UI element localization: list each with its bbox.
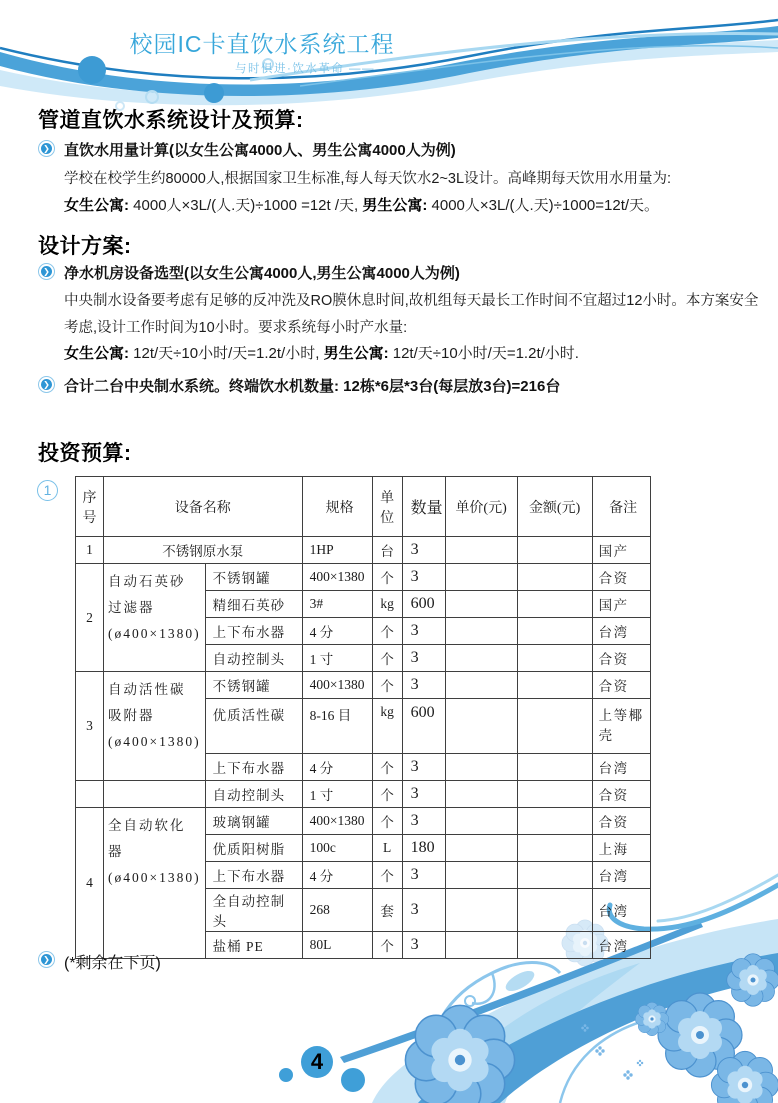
cell-price	[445, 672, 517, 699]
cell-note: 台湾	[592, 618, 650, 645]
cell-amount	[517, 862, 592, 889]
calc-line-capacity	[64, 342, 774, 363]
cell-spec: 8-16 目	[302, 699, 372, 754]
col-header-amount: 金额(元)	[517, 477, 592, 537]
cell-unit: 个	[372, 618, 402, 645]
cell-index: 3	[76, 672, 104, 781]
bullet-usage-calc	[38, 139, 748, 160]
cell-price	[445, 645, 517, 672]
cell-name: 自动控制头	[205, 781, 302, 808]
cell-note: 上等椰壳	[592, 699, 650, 754]
cell-price	[445, 564, 517, 591]
cell-amount	[517, 781, 592, 808]
table-row	[76, 808, 651, 835]
cell-amount	[517, 699, 592, 754]
cell-amount	[517, 932, 592, 959]
section-heading-budget-design: 管道直饮水系统设计及预算:	[38, 109, 304, 132]
cell-name: 精细石英砂	[205, 591, 302, 618]
page-dot-small	[279, 1068, 293, 1082]
cell-amount	[517, 618, 592, 645]
cell-note: 台湾	[592, 754, 650, 781]
cell-amount	[517, 808, 592, 835]
cell-group-name: 全自动软化器(ø400×1380)	[104, 808, 206, 959]
cell-note: 合资	[592, 645, 650, 672]
cell-qty: 3	[402, 808, 445, 835]
cell-qty: 3	[402, 781, 445, 808]
cell-spec: 4 分	[302, 754, 372, 781]
cell-price	[445, 537, 517, 564]
cell-group-name: 自动石英砂过滤器(ø400×1380)	[104, 564, 206, 672]
arrow-bullet-icon	[38, 376, 55, 393]
cell-spec: 400×1380	[302, 808, 372, 835]
cell-name: 上下布水器	[205, 754, 302, 781]
table-row	[76, 564, 651, 591]
cell-qty: 3	[402, 537, 445, 564]
chevron-right-icon: ❯	[41, 143, 52, 154]
cell-price	[445, 618, 517, 645]
cell-spec: 1 寸	[302, 781, 372, 808]
table-header-row	[76, 477, 651, 537]
cell-amount	[517, 754, 592, 781]
col-header-note: 备注	[592, 477, 650, 537]
cell-price	[445, 862, 517, 889]
cell-amount	[517, 889, 592, 932]
cell-name: 玻璃钢罐	[205, 808, 302, 835]
cell-index	[76, 781, 104, 808]
cell-group-name	[104, 781, 206, 808]
table-row	[76, 781, 651, 808]
bullet-equipment-select	[38, 262, 748, 283]
calc-line-usage	[64, 194, 774, 215]
bullet-continued-note	[38, 950, 438, 973]
cell-note: 台湾	[592, 932, 650, 959]
calc-value-girls: 12t/天÷10小时/天=1.2t/小时,	[129, 345, 324, 362]
cell-note: 台湾	[592, 889, 650, 932]
cell-qty: 3	[402, 754, 445, 781]
cell-name: 不锈钢原水泵	[104, 537, 303, 564]
cell-unit: 个	[372, 808, 402, 835]
cell-qty: 3	[402, 564, 445, 591]
col-header-index: 序号	[76, 477, 104, 537]
page-title: 校园IC卡直饮水系统工程	[129, 31, 395, 57]
cell-name: 优质活性碳	[205, 699, 302, 754]
cell-name: 自动控制头	[205, 645, 302, 672]
table-row	[76, 672, 651, 699]
section-heading-investment: 投资预算:	[38, 442, 132, 465]
cell-spec: 80L	[302, 932, 372, 959]
cell-spec: 4 分	[302, 862, 372, 889]
cell-note: 合资	[592, 564, 650, 591]
budget-table	[75, 476, 651, 959]
cell-unit: L	[372, 835, 402, 862]
cell-spec: 1 寸	[302, 645, 372, 672]
cell-amount	[517, 672, 592, 699]
cell-index: 4	[76, 808, 104, 959]
cell-qty: 600	[402, 591, 445, 618]
cell-note: 国产	[592, 537, 650, 564]
cell-price	[445, 835, 517, 862]
cell-qty: 180	[402, 835, 445, 862]
cell-spec: 1HP	[302, 537, 372, 564]
section-heading-design-plan: 设计方案:	[38, 235, 132, 258]
cell-qty: 3	[402, 932, 445, 959]
cell-amount	[517, 537, 592, 564]
cell-index: 2	[76, 564, 104, 672]
cell-index: 1	[76, 537, 104, 564]
arrow-bullet-icon	[38, 951, 55, 968]
page-dot-medium	[341, 1068, 365, 1092]
cell-unit: 个	[372, 932, 402, 959]
cell-price	[445, 808, 517, 835]
cell-unit: 套	[372, 889, 402, 932]
calc-label-boys: 男生公寓:	[323, 345, 389, 362]
cell-spec: 100c	[302, 835, 372, 862]
cell-unit: 个	[372, 754, 402, 781]
col-header-equipment: 设备名称	[104, 477, 303, 537]
col-header-spec: 规格	[302, 477, 372, 537]
page-subtitle: 与时俱进·饮水革命 ——	[234, 63, 376, 75]
cell-price	[445, 889, 517, 932]
cell-qty: 3	[402, 618, 445, 645]
cell-qty: 3	[402, 862, 445, 889]
cell-unit: kg	[372, 591, 402, 618]
cell-price	[445, 932, 517, 959]
cell-note: 国产	[592, 591, 650, 618]
bullet-text: 直饮水用量计算(以女生公寓4000人、男生公寓4000人为例)	[64, 142, 456, 159]
calc-value-girls: 4000人×3L/(人.天)÷1000 =12t /天,	[129, 197, 363, 214]
bullet-text: 合计二台中央制水系统。终端饮水机数量: 12栋*6层*3台(每层放3台)=216台	[64, 378, 561, 395]
chevron-right-icon: ❯	[41, 954, 52, 965]
cell-note: 合资	[592, 808, 650, 835]
cell-name: 优质阳树脂	[205, 835, 302, 862]
cell-unit: 个	[372, 564, 402, 591]
cell-note: 台湾	[592, 862, 650, 889]
cell-amount	[517, 591, 592, 618]
cell-unit: 个	[372, 781, 402, 808]
table-index-badge: 1	[37, 480, 58, 501]
cell-price	[445, 591, 517, 618]
cell-amount	[517, 645, 592, 672]
chevron-right-icon: ❯	[41, 379, 52, 390]
cell-spec: 3#	[302, 591, 372, 618]
cell-unit: 个	[372, 672, 402, 699]
calc-label-girls: 女生公寓:	[64, 197, 129, 214]
cell-qty: 3	[402, 672, 445, 699]
cell-note: 上海	[592, 835, 650, 862]
cell-spec: 400×1380	[302, 672, 372, 699]
cell-amount	[517, 564, 592, 591]
bullet-total-systems	[38, 375, 758, 396]
paragraph-usage: 学校在校学生约80000人,根据国家卫生标准,每人每天饮水2~3L设计。高峰期每天饮用水用量为:	[64, 171, 672, 187]
cell-name: 不锈钢罐	[205, 672, 302, 699]
col-header-unit: 单位	[372, 477, 402, 537]
cell-name: 全自动控制头	[205, 889, 302, 932]
cell-unit: 个	[372, 645, 402, 672]
table-row	[76, 537, 651, 564]
arrow-bullet-icon	[38, 140, 55, 157]
cell-qty: 3	[402, 645, 445, 672]
calc-label-girls: 女生公寓:	[64, 345, 129, 362]
cell-spec: 400×1380	[302, 564, 372, 591]
cell-qty: 3	[402, 889, 445, 932]
cell-price	[445, 781, 517, 808]
cell-name: 上下布水器	[205, 618, 302, 645]
calc-label-boys: 男生公寓:	[362, 197, 428, 214]
cell-unit: 个	[372, 862, 402, 889]
col-header-price: 单价(元)	[445, 477, 517, 537]
cell-spec: 4 分	[302, 618, 372, 645]
cell-spec: 268	[302, 889, 372, 932]
cell-price	[445, 699, 517, 754]
cell-unit: kg	[372, 699, 402, 754]
bullet-text: 净水机房设备选型(以女生公寓4000人,男生公寓4000人为例)	[64, 265, 460, 282]
calc-value-boys: 4000人×3L/(人.天)÷1000=12t/天。	[427, 197, 660, 214]
cell-amount	[517, 835, 592, 862]
cell-price	[445, 754, 517, 781]
header-wave-graphic	[0, 0, 778, 118]
cell-name: 上下布水器	[205, 862, 302, 889]
page-number-badge: 4	[301, 1046, 333, 1078]
note-text: (*剩余在下页)	[64, 955, 161, 972]
cell-note: 合资	[592, 781, 650, 808]
cell-name: 不锈钢罐	[205, 564, 302, 591]
arrow-bullet-icon	[38, 263, 55, 280]
col-header-qty: 数量	[402, 477, 445, 537]
cell-note: 合资	[592, 672, 650, 699]
calc-value-boys: 12t/天÷10小时/天=1.2t/小时.	[388, 345, 579, 362]
cell-name: 盐桶 PE	[205, 932, 302, 959]
paragraph-design: 中央制水设备要考虑有足够的反冲洗及RO膜休息时间,故机组每天最长工作时间不宜超过12小时。本方案安全考虑,设计工作时间为10小时。要求系统每小时产水量:	[64, 293, 759, 336]
cell-unit: 台	[372, 537, 402, 564]
chevron-right-icon: ❯	[41, 266, 52, 277]
cell-qty: 600	[402, 699, 445, 754]
cell-group-name: 自动活性碳吸附器(ø400×1380)	[104, 672, 206, 781]
